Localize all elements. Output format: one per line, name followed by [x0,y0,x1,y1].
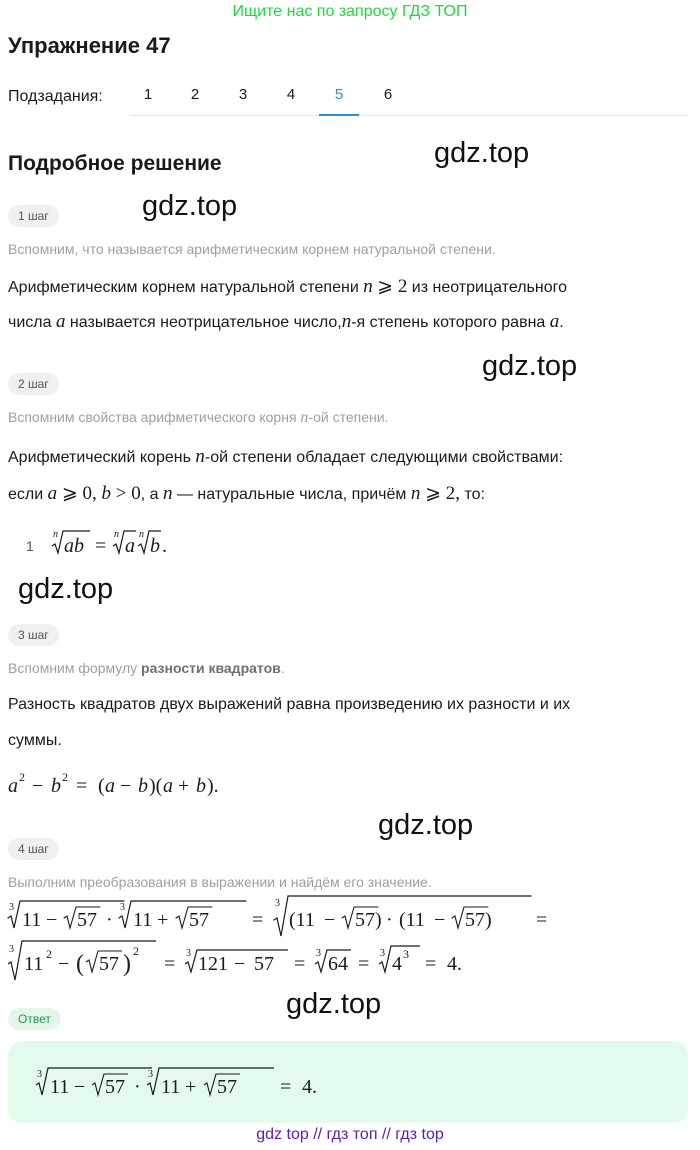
text-fragment: если [8,486,44,503]
answer-badge: Ответ [8,1008,61,1030]
step-badge: 2 шаг [8,373,59,395]
math-inline: n [363,276,373,297]
svg-text:−: − [120,775,132,797]
svg-text:57): 57) [355,909,382,931]
svg-text:−: − [58,953,70,975]
svg-text:a: a [105,775,115,797]
step-note [8,409,388,427]
svg-text:3: 3 [148,1069,153,1080]
svg-text:b: b [51,775,61,797]
svg-text:11: 11 [50,1076,70,1098]
tab-subtask-1[interactable]: 1 [143,86,153,103]
svg-text:b: b [150,535,160,557]
list-number: 1 [26,538,34,554]
svg-text:3: 3 [9,902,14,913]
svg-text:2: 2 [19,770,25,784]
svg-text:=: = [536,909,548,931]
text-fragment: -ой степени. [308,409,389,425]
math-inline: n [163,483,173,504]
page-title: Упражнение 47 [8,33,171,58]
svg-text:+: + [157,909,169,931]
watermark: gdz.top [142,190,238,222]
step-text [8,311,564,333]
svg-text:3: 3 [186,948,191,959]
text-fragment: . [559,314,564,331]
math-inline: ⩾ 0, [57,483,102,504]
svg-text:=: = [280,1076,292,1098]
svg-text:b: b [138,775,148,797]
text-fragment: Вспомним свойства арифметического корня [8,409,297,425]
svg-text:=: = [76,775,88,797]
svg-text:57: 57 [217,1076,237,1098]
text-fragment: -ой степени обладает следующими свойствами: [204,449,564,466]
svg-text:+: + [185,1076,197,1098]
math-inline: a [549,311,560,332]
svg-text:57: 57 [189,909,209,931]
svg-text:(11: (11 [399,909,425,931]
svg-text:57: 57 [254,953,274,975]
svg-text:=: = [95,535,107,557]
step-text [8,482,485,505]
svg-text:).: ). [207,775,219,797]
math-inline: a [47,483,58,504]
step-badge: 4 шаг [8,838,59,860]
formula-step4-line1 [6,894,566,938]
svg-text:3: 3 [380,948,385,959]
svg-text:11: 11 [22,909,42,931]
svg-text:−: − [32,775,44,797]
svg-text:=: = [164,953,176,975]
svg-text:n: n [139,529,144,540]
svg-text:2: 2 [62,770,68,784]
watermark: gdz.top [482,350,578,382]
svg-text:3: 3 [120,902,125,913]
svg-text:): ) [123,951,131,977]
watermark: gdz.top [18,573,114,605]
svg-text:3: 3 [316,948,321,959]
svg-text:(11: (11 [289,909,315,931]
text-fragment: — натуральные числа, причём [176,486,407,503]
formula-root-property [50,526,190,562]
formula-step4-line2 [6,938,486,982]
svg-text:ab: ab [64,535,84,557]
svg-text:57: 57 [99,953,119,975]
text-fragment: , а [140,486,159,503]
step-note: Выполним преобразования в выражении и найдём его значение. [8,874,432,890]
tab-subtask-2[interactable]: 2 [190,86,200,103]
tab-subtask-6[interactable]: 6 [383,86,393,103]
svg-text:+: + [178,775,190,797]
math-inline: ⩾ 2 [377,276,408,297]
step-badge: 3 шаг [8,624,59,646]
footer-links[interactable]: gdz top // гдз топ // гдз top [256,1126,444,1143]
svg-text:11: 11 [161,1076,181,1098]
svg-text:−: − [46,909,58,931]
svg-text:=: = [358,953,370,975]
step-text: суммы. [8,732,62,749]
svg-text:−: − [234,953,246,975]
step-note [8,660,285,676]
answer-box [8,1041,688,1123]
svg-text:57: 57 [105,1076,125,1098]
text-fragment: Арифметическим корнем натуральной степени [8,279,359,296]
step-text [8,275,567,298]
svg-text:·: · [134,1076,141,1098]
svg-text:4: 4 [392,953,402,975]
svg-text:11: 11 [133,909,153,931]
svg-text:b: b [196,775,206,797]
math-inline: n [341,311,352,332]
tab-subtask-3[interactable]: 3 [238,86,248,103]
text-fragment: из неотрицательного [411,279,567,296]
subtasks-tabs [130,74,688,116]
promo-banner[interactable]: Ищите нас по запросу ГДЗ ТОП [232,3,468,20]
active-tab-indicator [319,114,359,116]
watermark: gdz.top [434,137,530,169]
text-fragment: называется неотрицательное число, [69,314,342,331]
svg-text:·: · [106,909,113,931]
svg-text:4.: 4. [302,1076,317,1098]
text-fragment: . [280,660,285,676]
svg-text:3: 3 [275,898,280,909]
svg-text:·: · [386,909,393,931]
svg-text:64: 64 [328,953,348,975]
math-inline: n [195,446,205,467]
svg-text:a: a [8,775,18,797]
svg-text:4.: 4. [447,953,462,975]
subtasks-label: Подзадания: [8,88,103,105]
svg-text:(: ( [98,775,105,797]
watermark: gdz.top [286,988,382,1020]
svg-text:3: 3 [9,944,14,955]
svg-text:2: 2 [46,947,52,961]
svg-text:a: a [163,775,173,797]
step-text [8,446,563,468]
svg-text:=: = [252,909,264,931]
math-inline: ⩾ 2, [420,483,461,504]
text-fragment-bold: разности квадратов [141,660,281,676]
svg-text:2: 2 [133,944,139,958]
svg-text:11: 11 [24,953,44,975]
svg-text:121: 121 [198,953,228,975]
svg-text:.: . [162,535,167,557]
text-fragment: то: [464,486,485,503]
svg-text:3: 3 [37,1069,42,1080]
formula-diff-squares [6,768,256,802]
section-title: Подробное решение [8,152,222,175]
text-fragment: числа [8,314,52,331]
text-fragment: Арифметический корень [8,449,191,466]
step-text: Разность квадратов двух выражений равна произведению их разности и их [8,696,571,713]
math-inline: > 0 [111,483,141,504]
svg-text:−: − [324,909,336,931]
tab-subtask-5[interactable]: 5 [334,86,344,103]
tab-subtask-4[interactable]: 4 [286,86,296,103]
step-note: Вспомним, что называется арифметическим корнем натуральной степени. [8,241,496,257]
svg-text:=: = [425,953,437,975]
text-fragment: Вспомним формулу [8,660,138,676]
svg-text:=: = [294,953,306,975]
svg-text:3: 3 [403,947,409,961]
svg-text:n: n [53,529,58,540]
step-badge: 1 шаг [8,205,59,227]
svg-text:57: 57 [77,909,97,931]
text-fragment: -я степень которого равна [351,314,546,331]
svg-text:n: n [114,529,119,540]
svg-text:−: − [74,1076,86,1098]
math-inline: a [55,311,66,332]
svg-text:(: ( [76,951,84,977]
math-inline: b [101,483,112,504]
svg-text:)(: )( [149,775,163,797]
svg-text:a: a [125,535,135,557]
svg-text:57): 57) [465,909,492,931]
math-inline: n [410,483,421,504]
math-inline: n [300,409,309,426]
answer-formula [34,1063,334,1103]
watermark: gdz.top [378,809,474,841]
svg-text:−: − [434,909,446,931]
